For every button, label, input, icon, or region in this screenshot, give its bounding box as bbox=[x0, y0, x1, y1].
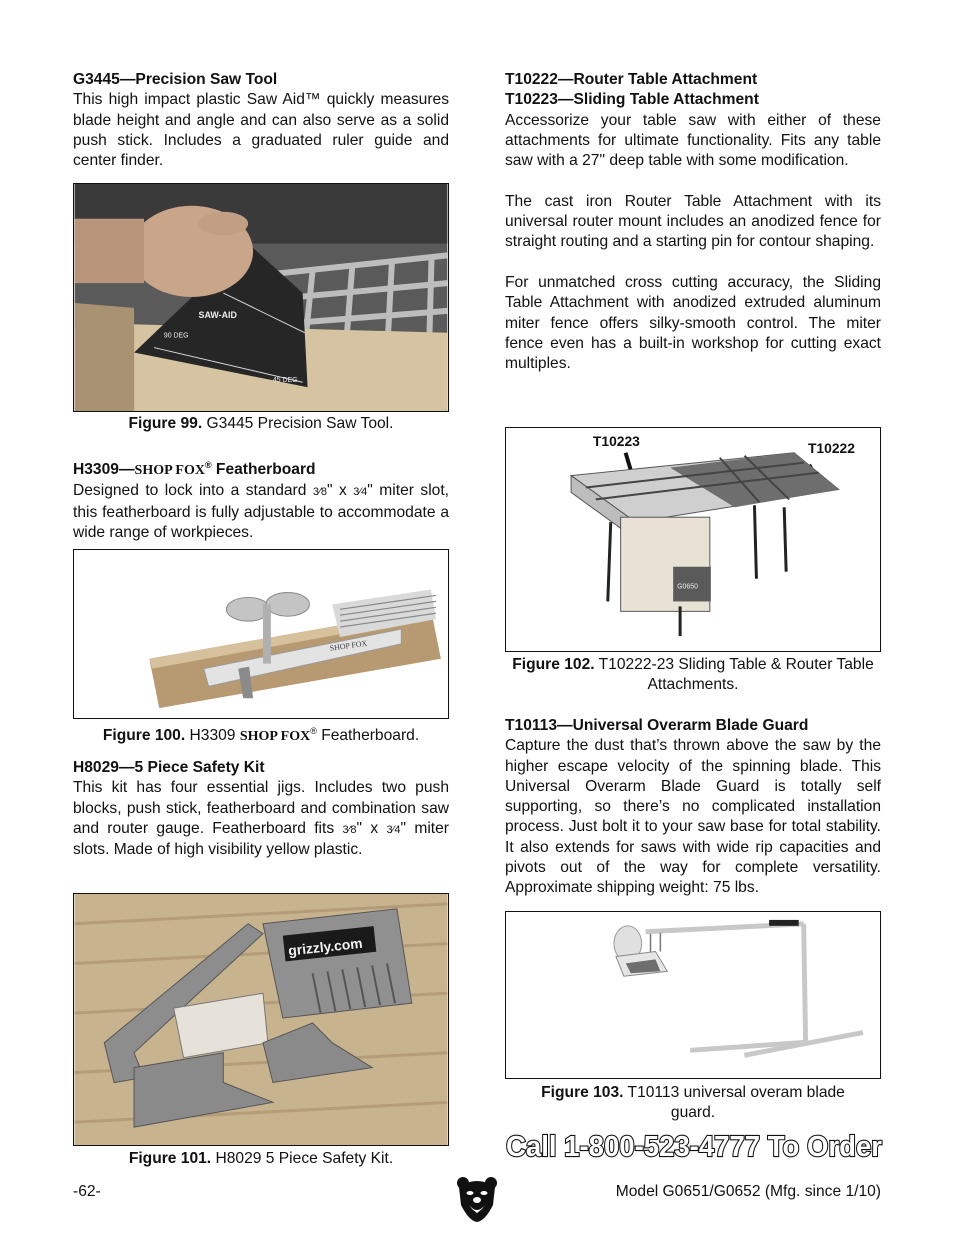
figure-99-label: Figure 99. bbox=[128, 415, 203, 432]
h3309-heading bbox=[73, 455, 449, 481]
page-number: -62- bbox=[73, 1183, 101, 1200]
g3445-heading: G3445—Precision Saw Tool bbox=[73, 71, 278, 88]
t10222-para-3: For unmatched cross cutting accuracy, the Sliding Table Attachment with anodized extruded aluminum miter fence offers silky-smooth control. The miter fence even has a built-in workshop for cutting exact multiples. bbox=[505, 273, 881, 373]
h8029-frac-2: 3⁄4 bbox=[386, 823, 401, 836]
featherboard-stamp: SHOP FOX bbox=[329, 638, 368, 653]
h3309-title: Featherboard bbox=[211, 461, 316, 479]
tool-angle-45: 45 DEG bbox=[272, 377, 298, 385]
figure-101-caption bbox=[73, 1149, 449, 1169]
t10113-body: Capture the dust that’s thrown above the saw by the higher escape velocity of the spinning blade. This Universal Overarm Blade Guard is totally self supporting, so there’s no complicated installation process. Just bolt it to your saw base for total stability. It also extends for saws with wide rip capacities and pivots out of the way for complete versatility. Approximate shipping weight: 75 lbs. bbox=[505, 737, 881, 897]
left-column bbox=[73, 70, 449, 171]
h3309-brand: SHOP FOX bbox=[134, 463, 205, 479]
safety-kit-logo: grizzly.com bbox=[287, 934, 364, 959]
h3309-frac-1: 3⁄8 bbox=[312, 486, 327, 499]
figure-102-label: Figure 102. bbox=[512, 656, 595, 673]
h8029-body-a: This kit has four essential jigs. Includes two push blocks, push stick, featherboard and combination saw and router gauge. Featherboard fits bbox=[73, 779, 449, 837]
h8029-section bbox=[73, 758, 449, 860]
figure-101-image bbox=[73, 893, 449, 1146]
figure-99-text: G3445 Precision Saw Tool. bbox=[202, 415, 394, 432]
h8029-frac-1: 3⁄8 bbox=[342, 823, 357, 836]
h3309-section bbox=[73, 455, 449, 543]
callout-t10223: T10223 bbox=[592, 432, 640, 449]
saw-plate: G0650 bbox=[677, 583, 698, 591]
figure-100-label: Figure 100. bbox=[102, 727, 186, 745]
guard-label-plate bbox=[769, 920, 799, 926]
blade-guard-photo bbox=[506, 912, 880, 1078]
figure-99-image bbox=[73, 183, 449, 412]
h8029-body-c: " miter slots. Made of high visibility yellow plastic. bbox=[73, 819, 449, 859]
g3445-body: This high impact plastic Saw Aid™ quickly measures blade height and angle and can also serve as a solid push stick. Includes a graduated ruler guide and center finder. bbox=[73, 91, 449, 170]
h8029-body-b: " x bbox=[356, 819, 387, 837]
figure-102-text: T10222-23 Sliding Table & Router Table Attachments. bbox=[594, 656, 874, 694]
figure-101-text: H8029 5 Piece Safety Kit. bbox=[211, 1150, 394, 1167]
t10113-heading: T10113—Universal Overarm Blade Guard bbox=[505, 717, 809, 734]
t10222-para-1: Accessorize your table saw with either of these attachments for ultimate functionality. Fits any table saw with a 27" deep table with some modification. bbox=[505, 111, 881, 170]
figure-100-reg: ® bbox=[310, 726, 317, 736]
figure-103-image bbox=[505, 911, 881, 1079]
figure-100-image bbox=[73, 549, 449, 719]
t10222-para-2: The cast iron Router Table Attachment with its universal router mount includes an anodized fence for straight routing and a starting pin for contour shaping. bbox=[505, 192, 881, 251]
figure-101-label: Figure 101. bbox=[128, 1150, 212, 1167]
figure-100-code: H3309 bbox=[185, 727, 240, 745]
figure-100-text: Featherboard. bbox=[316, 727, 420, 745]
featherboard-photo bbox=[74, 550, 448, 718]
t10223-heading: T10223—Sliding Table Attachment bbox=[505, 91, 759, 109]
table-saw-photo bbox=[506, 428, 880, 651]
figure-103-text: T10113 universal overam blade guard. bbox=[623, 1084, 845, 1122]
h3309-body bbox=[73, 481, 449, 543]
call-to-order-text: Call 1-800-523-4777 To Order bbox=[506, 1131, 882, 1163]
figure-103-label: Figure 103. bbox=[541, 1084, 624, 1101]
h3309-body-b: " x bbox=[326, 482, 354, 500]
safety-kit-photo bbox=[74, 894, 448, 1145]
figure-102-caption bbox=[505, 655, 881, 696]
h8029-body bbox=[73, 778, 449, 860]
t10113-section bbox=[505, 716, 881, 899]
call-to-order-banner bbox=[505, 1126, 883, 1166]
figure-102-image bbox=[505, 427, 881, 652]
h3309-body-a: Designed to lock into a standard bbox=[73, 482, 313, 500]
figure-103-caption bbox=[505, 1083, 881, 1124]
tool-brand: SAW-AID bbox=[198, 309, 237, 320]
h3309-frac-2: 3⁄4 bbox=[353, 486, 368, 499]
saw-tool-photo bbox=[74, 184, 448, 411]
model-footer: Model G0651/G0652 (Mfg. since 1/10) bbox=[615, 1183, 881, 1200]
h8029-heading: H8029—5 Piece Safety Kit bbox=[73, 759, 265, 776]
h3309-body-c: " miter slot, this featherboard is fully adjustable to accommodate a wide range of workpieces. bbox=[73, 482, 450, 542]
h3309-reg: ® bbox=[204, 460, 212, 470]
right-column bbox=[505, 70, 881, 374]
figure-100-brand: SHOP FOX bbox=[239, 729, 311, 745]
bear-logo-icon bbox=[455, 1175, 499, 1223]
figure-99-caption bbox=[73, 414, 449, 434]
tool-angle-90: 90 DEG bbox=[163, 332, 189, 340]
figure-100-caption bbox=[73, 721, 449, 747]
h3309-code: H3309— bbox=[73, 461, 135, 479]
t10222-heading: T10222—Router Table Attachment bbox=[505, 71, 758, 88]
callout-t10222: T10222 bbox=[807, 439, 855, 456]
